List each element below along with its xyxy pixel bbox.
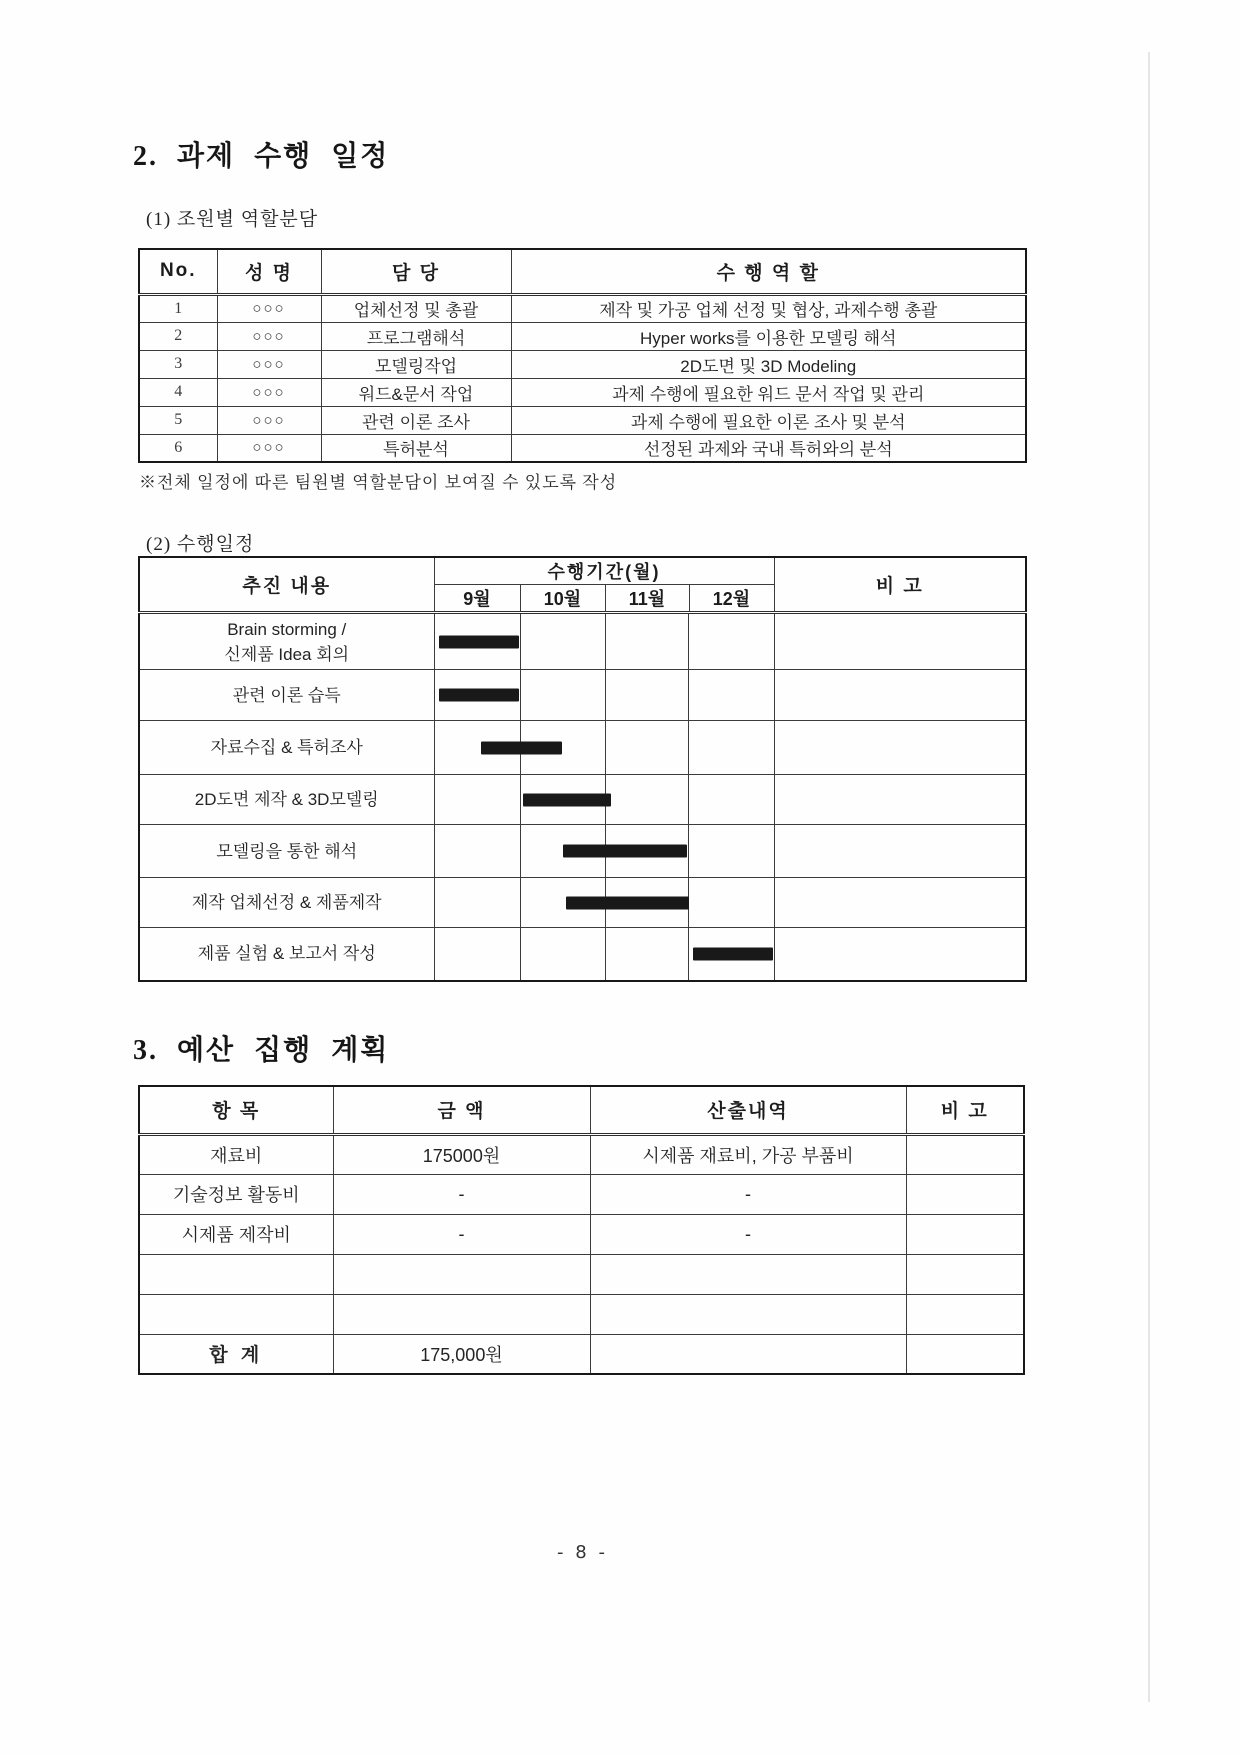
gantt-month-dec: 12월 — [689, 585, 774, 613]
table-row — [139, 434, 1026, 462]
section-3-title: 3. 예산 집행 계획 — [133, 1035, 390, 1066]
task-label-line: Brain storming / — [227, 619, 347, 639]
table-row — [139, 378, 1026, 406]
budget-cell-note — [906, 1174, 1024, 1214]
task-label-line: 제작 업체선정 & 제품제작 — [191, 893, 382, 912]
gantt-task-label — [139, 878, 434, 928]
budget-cell-detail: 시제품 재료비, 가공 부품비 — [590, 1134, 906, 1174]
roles-cell-name: ○○○ — [217, 350, 321, 378]
table-row — [139, 322, 1026, 350]
budget-cell-amount: 175000원 — [333, 1134, 590, 1174]
budget-header-amount: 금 액 — [333, 1086, 590, 1134]
roles-cell-no: 5 — [139, 406, 217, 434]
gantt-note-cell — [774, 878, 1026, 928]
table-row — [139, 294, 1026, 322]
budget-row — [139, 1214, 1024, 1254]
roles-cell-name: ○○○ — [217, 378, 321, 406]
gantt-bar — [439, 635, 520, 648]
gantt-month-area — [434, 928, 774, 981]
roles-cell-name: ○○○ — [217, 434, 321, 462]
gantt-task-label — [139, 721, 434, 775]
gantt-header-content: 추진 내용 — [139, 557, 434, 613]
gantt-note-cell — [774, 670, 1026, 721]
gantt-task-label — [139, 825, 434, 878]
roles-header-name: 성 명 — [217, 249, 321, 294]
budget-row — [139, 1174, 1024, 1214]
budget-cell-note — [906, 1254, 1024, 1294]
budget-cell-note — [906, 1134, 1024, 1174]
gantt-row — [139, 721, 1026, 775]
task-label-line: 제품 실험 & 보고서 작성 — [197, 944, 376, 964]
roles-cell-name: ○○○ — [217, 322, 321, 350]
budget-cell-item: 기술정보 활동비 — [139, 1174, 333, 1214]
gantt-task-label — [139, 670, 434, 721]
roles-header-role: 수 행 역 할 — [511, 249, 1026, 294]
roles-cell-duty: 프로그램해석 — [321, 322, 511, 350]
gantt-bar — [439, 689, 520, 702]
gantt-row — [139, 613, 1026, 670]
gantt-month-area — [434, 613, 774, 670]
gantt-month-area — [434, 775, 774, 825]
budget-cell-amount: 175,000원 — [333, 1334, 590, 1374]
gantt-task-label — [139, 613, 434, 670]
gantt-month-area — [434, 721, 774, 775]
budget-cell-detail: - — [590, 1214, 906, 1254]
gantt-month-nov: 11월 — [605, 585, 689, 613]
roles-cell-no: 2 — [139, 322, 217, 350]
budget-cell-item: 합 계 — [139, 1334, 333, 1374]
roles-cell-role: 과제 수행에 필요한 워드 문서 작업 및 관리 — [511, 378, 1026, 406]
budget-cell-note — [906, 1334, 1024, 1374]
gantt-bar — [481, 741, 562, 754]
roles-footnote: ※전체 일정에 따른 팀원별 역할분담이 보여질 수 있도록 작성 — [139, 473, 618, 492]
gantt-note-cell — [774, 721, 1026, 775]
budget-cell-amount — [333, 1294, 590, 1334]
gantt-task-label — [139, 928, 434, 981]
budget-row — [139, 1134, 1024, 1174]
gantt-header-row-1 — [139, 557, 1026, 585]
gantt-bar — [693, 947, 774, 960]
budget-row — [139, 1254, 1024, 1294]
roles-cell-no: 6 — [139, 434, 217, 462]
roles-cell-role: Hyper works를 이용한 모델링 해석 — [511, 322, 1026, 350]
gantt-note-cell — [774, 775, 1026, 825]
budget-cell-item — [139, 1294, 333, 1334]
table-row — [139, 350, 1026, 378]
page-number: - 8 - — [557, 1542, 608, 1563]
roles-cell-no: 1 — [139, 294, 217, 322]
budget-cell-amount — [333, 1254, 590, 1294]
task-label-line: 모델링을 통한 해석 — [216, 841, 358, 861]
budget-table — [138, 1085, 1025, 1375]
roles-cell-duty: 워드&문서 작업 — [321, 378, 511, 406]
roles-table — [138, 248, 1027, 463]
roles-header-row — [139, 249, 1026, 294]
roles-cell-duty: 관련 이론 조사 — [321, 406, 511, 434]
table-row — [139, 406, 1026, 434]
gantt-note-cell — [774, 613, 1026, 670]
roles-cell-no: 4 — [139, 378, 217, 406]
budget-cell-item: 재료비 — [139, 1134, 333, 1174]
page-edge-shadow — [1148, 52, 1150, 1702]
gantt-month-sep: 9월 — [434, 585, 520, 613]
gantt-month-area — [434, 878, 774, 928]
gantt-header-period: 수행기간(월) — [434, 557, 774, 585]
budget-cell-detail: - — [590, 1174, 906, 1214]
budget-row — [139, 1294, 1024, 1334]
gantt-note-cell — [774, 928, 1026, 981]
gantt-month-oct: 10월 — [520, 585, 605, 613]
roles-cell-role: 선정된 과제와 국내 특허와의 분석 — [511, 434, 1026, 462]
roles-header-no: No. — [139, 249, 217, 294]
roles-cell-duty: 특허분석 — [321, 434, 511, 462]
gantt-row — [139, 928, 1026, 981]
roles-cell-duty: 모델링작업 — [321, 350, 511, 378]
section-2-title: 2. 과제 수행 일정 — [133, 141, 390, 172]
gantt-task-label — [139, 775, 434, 825]
budget-cell-note — [906, 1214, 1024, 1254]
gantt-bar — [523, 793, 610, 806]
roles-header-duty: 담 당 — [321, 249, 511, 294]
task-label-line: 2D도면 제작 & 3D모델링 — [194, 790, 379, 809]
schedule-gantt-table — [138, 556, 1027, 982]
gantt-note-cell — [774, 825, 1026, 878]
gantt-row — [139, 670, 1026, 721]
budget-header-item: 항 목 — [139, 1086, 333, 1134]
roles-subtitle: (1) 조원별 역할분담 — [146, 209, 319, 230]
gantt-row — [139, 878, 1026, 928]
budget-cell-note — [906, 1294, 1024, 1334]
gantt-row — [139, 775, 1026, 825]
budget-cell-detail — [590, 1334, 906, 1374]
roles-cell-name: ○○○ — [217, 406, 321, 434]
roles-cell-no: 3 — [139, 350, 217, 378]
gantt-subtitle: (2) 수행일정 — [146, 534, 255, 555]
budget-cell-item: 시제품 제작비 — [139, 1214, 333, 1254]
task-label-line: 신제품 Idea 회의 — [224, 644, 350, 664]
gantt-month-area — [434, 670, 774, 721]
budget-header-detail: 산출내역 — [590, 1086, 906, 1134]
gantt-bar — [563, 845, 687, 858]
roles-cell-role: 과제 수행에 필요한 이론 조사 및 분석 — [511, 406, 1026, 434]
roles-cell-name: ○○○ — [217, 294, 321, 322]
budget-cell-detail — [590, 1254, 906, 1294]
task-label-line: 관련 이론 습득 — [232, 685, 341, 705]
budget-cell-item — [139, 1254, 333, 1294]
roles-cell-duty: 업체선정 및 총괄 — [321, 294, 511, 322]
budget-cell-amount: - — [333, 1174, 590, 1214]
budget-cell-amount: - — [333, 1214, 590, 1254]
budget-header-row — [139, 1086, 1024, 1134]
gantt-month-area — [434, 825, 774, 878]
gantt-bar — [566, 896, 689, 909]
roles-cell-role: 2D도면 및 3D Modeling — [511, 350, 1026, 378]
budget-cell-detail — [590, 1294, 906, 1334]
budget-header-note: 비 고 — [906, 1086, 1024, 1134]
task-label-line: 자료수집 & 특허조사 — [210, 738, 363, 757]
gantt-header-note: 비 고 — [774, 557, 1026, 613]
budget-row — [139, 1334, 1024, 1374]
roles-cell-role: 제작 및 가공 업체 선정 및 협상, 과제수행 총괄 — [511, 294, 1026, 322]
gantt-row — [139, 825, 1026, 878]
